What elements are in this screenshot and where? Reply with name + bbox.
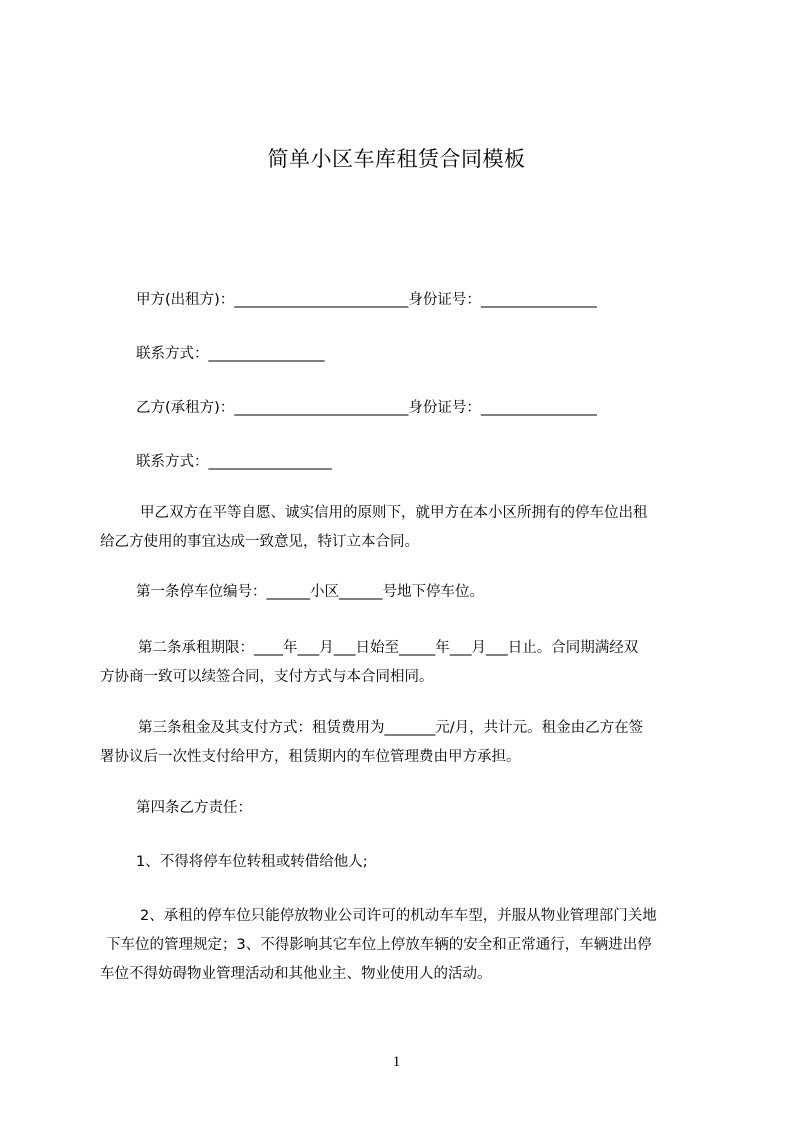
article-4-item-2-paragraph [100,902,706,989]
article-3-paragraph [100,714,706,772]
article-2-line: 方协商一致可以续签合同，支付方式与本合同相同。 [100,669,434,685]
article-4-item-1: 1、不得将停车位转租或转借给他人; [136,854,368,870]
article-4-heading: 第四条乙方责任： [136,800,252,816]
article-4-item-2-line: 2、承租的停车位只能停放物业公司许可的机动车车型，并服从物业管理部门关地 [140,908,657,924]
article-4-item-2-line: 车位不得妨碍物业管理活动和其他业主、物业使用人的活动。 [100,966,492,982]
article-3-line: 署协议后一次性支付给甲方，租赁期内的车位管理费由甲方承担。 [100,749,521,765]
intro-paragraph [100,499,706,557]
party-a-contact: 联系方式：________________ [136,346,325,362]
intro-line: 甲乙双方在平等自愿、诚实信用的原则下，就甲方在本小区所拥有的停车位出租 [140,505,648,521]
party-b-contact: 联系方式：_________________ [136,454,332,470]
intro-line: 给乙方使用的事宜达成一致意见，特订立本合同。 [100,534,419,550]
party-a-line: 甲方(出租方)：________________________身份证号：________________ [136,292,597,308]
article-4-item-2-line: 下车位的管理规定；3、不得影响其它车位上停放车辆的安全和正常通行，车辆进出停 [106,937,652,953]
article-1: 第一条停车位编号：______小区______号地下停车位。 [136,584,484,600]
party-b-line: 乙方(承租方)：________________________身份证号：________________ [136,400,597,416]
document-title: 简单小区车库租赁合同模板 [267,147,526,171]
article-3-line: 第三条租金及其支付方式：租赁费用为_______元/月，共计元。租金由乙方在签 [138,720,644,736]
page-number: 1 [392,1054,401,1070]
article-2-paragraph [100,634,706,692]
article-2-line: 第二条承租期限：____年___月___日始至_____年___月___日止。合同期满经双 [138,640,639,656]
